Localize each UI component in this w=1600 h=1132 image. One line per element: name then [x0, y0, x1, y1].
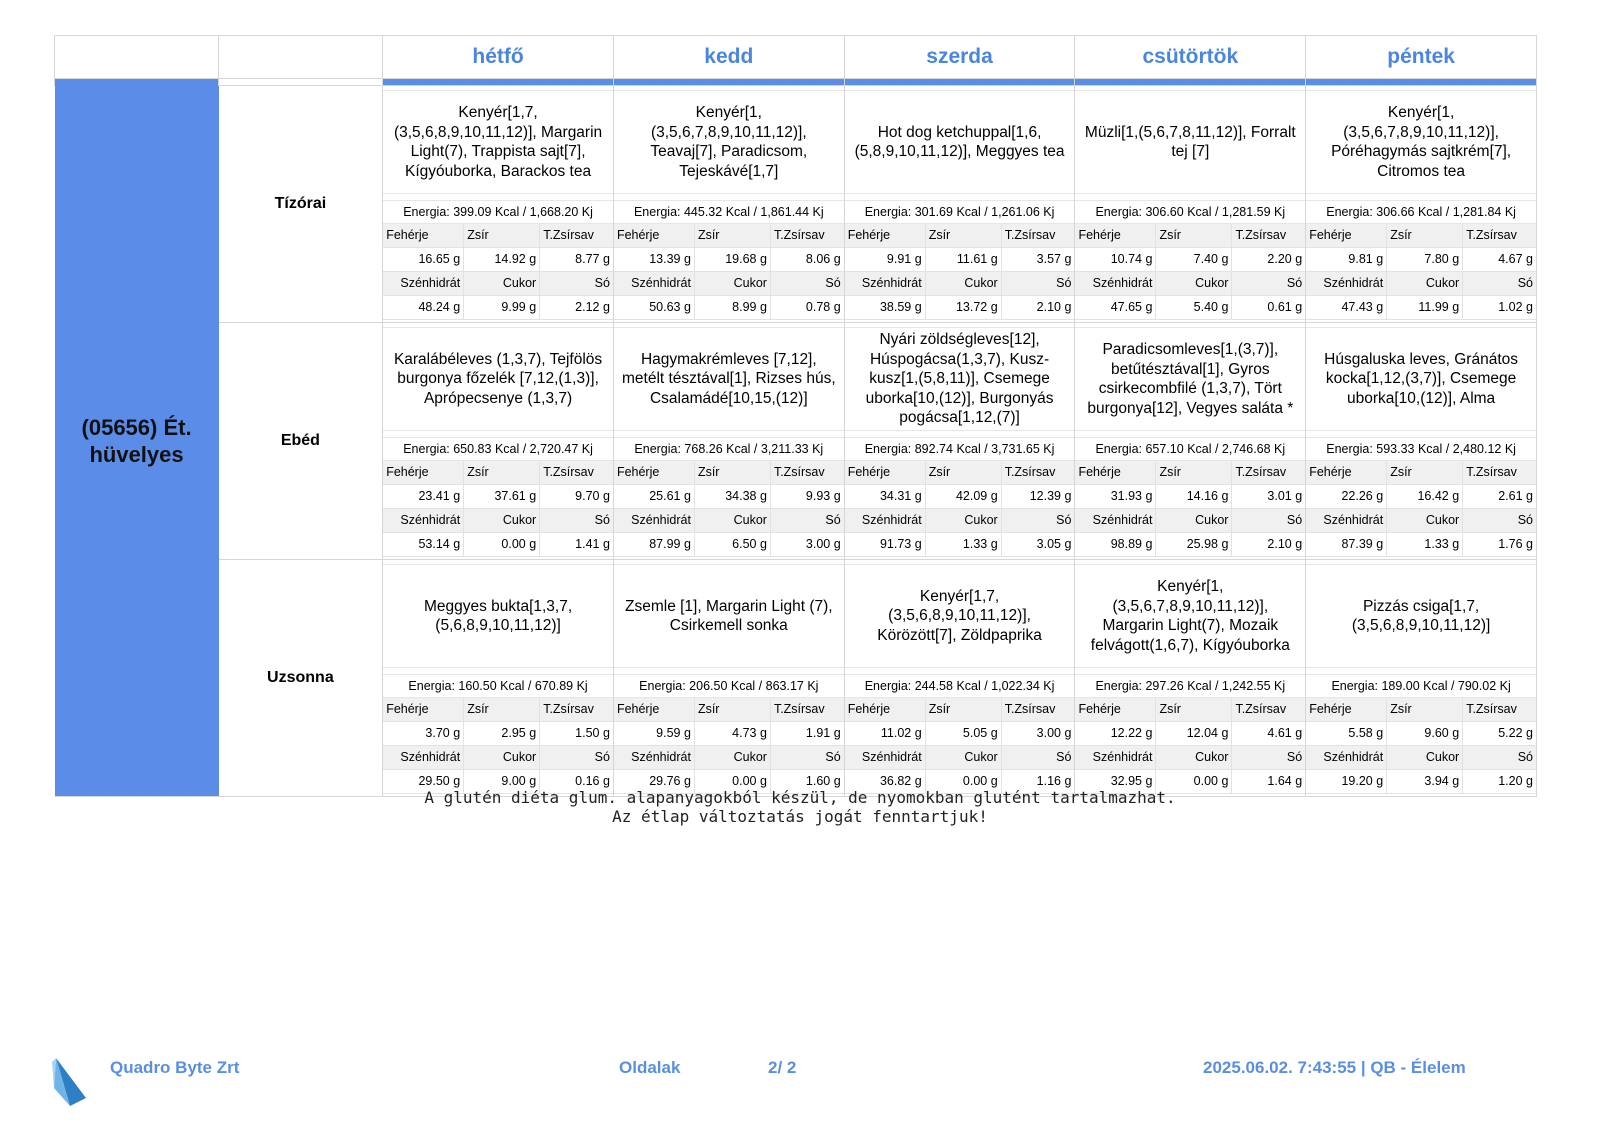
- nutrient-value: 9.00 g: [464, 770, 540, 794]
- nutrient-value: 3.01 g: [1232, 485, 1305, 509]
- nutrient-label: Fehérje: [845, 698, 926, 722]
- nutrient-label: Szénhidrát: [845, 746, 926, 770]
- nutrient-value: 2.10 g: [1232, 533, 1305, 557]
- header-accent-bar: [55, 79, 1537, 86]
- nutrient-label: T.Zsírsav: [1463, 224, 1536, 248]
- nutrient-label: Zsír: [464, 224, 540, 248]
- food-description: [383, 90, 613, 194]
- nutrient-value: 34.38 g: [695, 485, 771, 509]
- nutrient-value: 4.73 g: [695, 722, 771, 746]
- nutrient-value: 4.61 g: [1232, 722, 1305, 746]
- nutrient-grid: [1075, 698, 1305, 794]
- nutrient-label: Szénhidrát: [1306, 509, 1387, 533]
- nutrient-label: Zsír: [695, 698, 771, 722]
- energy-value: Energia: 593.33 Kcal / 2,480.12 Kj: [1306, 437, 1536, 461]
- nutrient-value: 29.76 g: [614, 770, 695, 794]
- food-description: [614, 564, 844, 668]
- energy-value: Energia: 650.83 Kcal / 2,720.47 Kj: [383, 437, 613, 461]
- nutrient-label: T.Zsírsav: [1002, 698, 1075, 722]
- nutrient-label: Só: [1232, 272, 1305, 296]
- nutrient-value: 5.58 g: [1306, 722, 1387, 746]
- nutrient-label: Fehérje: [383, 461, 464, 485]
- nutrient-grid: [1075, 224, 1305, 320]
- nutrient-value: 3.00 g: [771, 533, 844, 557]
- nutrient-value: 0.00 g: [464, 533, 540, 557]
- food-description: [845, 90, 1075, 194]
- nutrient-value: 7.80 g: [1387, 248, 1463, 272]
- nutrient-label: Szénhidrát: [614, 509, 695, 533]
- nutrient-label: Fehérje: [845, 224, 926, 248]
- nutrient-value: 34.31 g: [845, 485, 926, 509]
- nutrient-value: 0.00 g: [1156, 770, 1232, 794]
- nutrient-label: Só: [540, 509, 613, 533]
- food-text: Kenyér[1,7,(3,5,6,8,9,10,11,12)], Körözött[7], Zöldpaprika: [877, 587, 1042, 644]
- nutrient-value: 1.41 g: [540, 533, 613, 557]
- nutrient-value: 98.89 g: [1075, 533, 1156, 557]
- nutrient-value: 7.40 g: [1156, 248, 1232, 272]
- nutrient-label: Cukor: [1156, 746, 1232, 770]
- food-description: [614, 327, 844, 431]
- nutrient-label: Cukor: [926, 746, 1002, 770]
- nutrient-grid: [614, 698, 844, 794]
- food-description: [845, 564, 1075, 668]
- food-description: [1306, 90, 1536, 194]
- nutrient-value: 4.67 g: [1463, 248, 1536, 272]
- nutrient-label: Szénhidrát: [845, 509, 926, 533]
- company-logo-icon: [52, 1058, 88, 1106]
- nutrient-value: 1.02 g: [1463, 296, 1536, 320]
- nutrient-label: Só: [1463, 509, 1536, 533]
- nutrient-label: Fehérje: [383, 698, 464, 722]
- nutrient-label: Fehérje: [614, 224, 695, 248]
- nutrient-label: T.Zsírsav: [1002, 461, 1075, 485]
- energy-value: Energia: 189.00 Kcal / 790.02 Kj: [1306, 674, 1536, 698]
- nutrient-label: Fehérje: [1075, 698, 1156, 722]
- nutrient-label: Cukor: [1387, 509, 1463, 533]
- nutrient-value: 1.20 g: [1463, 770, 1536, 794]
- nutrient-label: Szénhidrát: [383, 272, 464, 296]
- nutrient-value: 2.10 g: [1002, 296, 1075, 320]
- nutrient-grid: [845, 698, 1075, 794]
- energy-value: Energia: 297.26 Kcal / 1,242.55 Kj: [1075, 674, 1305, 698]
- nutrient-label: Zsír: [1387, 224, 1463, 248]
- nutrient-label: Zsír: [1156, 698, 1232, 722]
- meal-row: [55, 560, 1537, 797]
- energy-value: Energia: 399.09 Kcal / 1,668.20 Kj: [383, 200, 613, 224]
- energy-value: Energia: 768.26 Kcal / 3,211.33 Kj: [614, 437, 844, 461]
- nutrient-label: Só: [1232, 746, 1305, 770]
- nutrient-value: 47.65 g: [1075, 296, 1156, 320]
- nutrient-value: 1.33 g: [926, 533, 1002, 557]
- nutrient-label: T.Zsírsav: [771, 224, 844, 248]
- food-description: [1306, 564, 1536, 668]
- nutrient-value: 3.05 g: [1002, 533, 1075, 557]
- meal-row: [55, 323, 1537, 560]
- nutrient-value: 12.39 g: [1002, 485, 1075, 509]
- nutrient-value: 14.16 g: [1156, 485, 1232, 509]
- day-cell: [844, 560, 1075, 797]
- day-cell: [383, 560, 614, 797]
- nutrient-label: T.Zsírsav: [1002, 224, 1075, 248]
- nutrient-value: 47.43 g: [1306, 296, 1387, 320]
- nutrient-value: 25.61 g: [614, 485, 695, 509]
- nutrient-value: 38.59 g: [845, 296, 926, 320]
- nutrient-value: 10.74 g: [1075, 248, 1156, 272]
- notes: [0, 788, 1600, 826]
- nutrient-label: Szénhidrát: [1075, 272, 1156, 296]
- nutrient-label: Szénhidrát: [383, 746, 464, 770]
- food-text: Zsemle [1], Margarin Light (7), Csirkemell sonka: [625, 597, 833, 634]
- nutrient-value: 23.41 g: [383, 485, 464, 509]
- food-text: Kenyér[1,(3,5,6,7,8,9,10,11,12)], Póréhagymás sajtkrém[7], Citromos tea: [1331, 104, 1512, 180]
- nutrient-value: 8.77 g: [540, 248, 613, 272]
- nutrient-label: T.Zsírsav: [540, 461, 613, 485]
- nutrient-label: Cukor: [464, 746, 540, 770]
- nutrient-value: 9.91 g: [845, 248, 926, 272]
- nutrient-label: Cukor: [1156, 509, 1232, 533]
- day-header: hétfő: [383, 36, 614, 79]
- nutrient-value: 22.26 g: [1306, 485, 1387, 509]
- nutrient-label: Só: [771, 509, 844, 533]
- food-text: Meggyes bukta[1,3,7,(5,6,8,9,10,11,12)]: [423, 597, 573, 634]
- nutrient-value: 36.82 g: [845, 770, 926, 794]
- nutrient-value: 9.93 g: [771, 485, 844, 509]
- meal-name: Uzsonna: [219, 560, 383, 797]
- nutrient-value: 37.61 g: [464, 485, 540, 509]
- food-text: Hot dog ketchuppal[1,6,(5,8,9,10,11,12)], Meggyes tea: [854, 123, 1065, 160]
- nutrient-label: Cukor: [695, 272, 771, 296]
- nutrient-value: 9.60 g: [1387, 722, 1463, 746]
- nutrient-value: 5.05 g: [926, 722, 1002, 746]
- menu-table: [54, 35, 1537, 797]
- footer-pages-value: 2/ 2: [768, 1058, 797, 1077]
- day-cell: [383, 323, 614, 560]
- nutrient-label: Zsír: [1387, 698, 1463, 722]
- nutrient-label: Fehérje: [1306, 461, 1387, 485]
- meal-name: Ebéd: [219, 323, 383, 560]
- nutrient-label: Szénhidrát: [1306, 746, 1387, 770]
- nutrient-value: 13.72 g: [926, 296, 1002, 320]
- nutrient-value: 3.70 g: [383, 722, 464, 746]
- nutrient-value: 9.70 g: [540, 485, 613, 509]
- nutrient-value: 9.99 g: [464, 296, 540, 320]
- note-line: A glutén diéta glum. alapanyagokból készül, de nyomokban glutént tartalmazhat.: [424, 788, 1176, 807]
- menu-name: (05656) Ét. hüvelyes: [55, 86, 219, 797]
- nutrient-value: 31.93 g: [1075, 485, 1156, 509]
- nutrient-value: 19.68 g: [695, 248, 771, 272]
- nutrient-label: Zsír: [464, 461, 540, 485]
- food-text: Húsgaluska leves, Gránátos kocka[1,12,(3,7)], Csemege uborka[10,(12)], Alma: [1324, 350, 1519, 407]
- nutrient-label: T.Zsírsav: [771, 698, 844, 722]
- footer-timestamp: 2025.06.02. 7:43:55 | QB - Élelem: [1203, 1058, 1466, 1077]
- food-description: [845, 327, 1075, 431]
- header-blank-cell: [219, 36, 383, 79]
- nutrient-grid: [383, 461, 613, 557]
- food-description: [1075, 327, 1305, 431]
- day-header-row: [55, 36, 1537, 79]
- nutrient-label: Só: [1002, 272, 1075, 296]
- note-line: Az étlap változtatás jogát fenntartjuk!: [612, 807, 988, 826]
- nutrient-grid: [1306, 461, 1536, 557]
- nutrient-value: 12.04 g: [1156, 722, 1232, 746]
- nutrient-value: 42.09 g: [926, 485, 1002, 509]
- nutrient-label: Zsír: [1387, 461, 1463, 485]
- nutrient-value: 1.91 g: [771, 722, 844, 746]
- nutrient-label: Cukor: [1156, 272, 1232, 296]
- nutrient-value: 53.14 g: [383, 533, 464, 557]
- nutrient-value: 5.40 g: [1156, 296, 1232, 320]
- nutrient-label: Fehérje: [1306, 698, 1387, 722]
- nutrient-label: T.Zsírsav: [771, 461, 844, 485]
- nutrient-label: Cukor: [926, 272, 1002, 296]
- day-cell: [844, 323, 1075, 560]
- nutrient-value: 87.99 g: [614, 533, 695, 557]
- nutrient-value: 16.65 g: [383, 248, 464, 272]
- energy-value: Energia: 445.32 Kcal / 1,861.44 Kj: [614, 200, 844, 224]
- day-cell: [1306, 323, 1537, 560]
- energy-value: Energia: 892.74 Kcal / 3,731.65 Kj: [845, 437, 1075, 461]
- food-description: [383, 564, 613, 668]
- nutrient-value: 2.61 g: [1463, 485, 1536, 509]
- nutrient-value: 5.22 g: [1463, 722, 1536, 746]
- nutrient-grid: [614, 224, 844, 320]
- nutrient-value: 0.00 g: [926, 770, 1002, 794]
- nutrient-value: 3.57 g: [1002, 248, 1075, 272]
- header-blank-cell: [55, 36, 219, 79]
- nutrient-label: Fehérje: [1075, 224, 1156, 248]
- nutrient-label: Zsír: [1156, 224, 1232, 248]
- day-cell: [1075, 560, 1306, 797]
- nutrient-label: Szénhidrát: [614, 272, 695, 296]
- day-cell: [613, 86, 844, 323]
- nutrient-label: Zsír: [926, 698, 1002, 722]
- nutrient-value: 14.92 g: [464, 248, 540, 272]
- nutrient-label: Fehérje: [614, 698, 695, 722]
- nutrient-value: 32.95 g: [1075, 770, 1156, 794]
- nutrient-grid: [1075, 461, 1305, 557]
- day-cell: [844, 86, 1075, 323]
- nutrient-value: 3.94 g: [1387, 770, 1463, 794]
- energy-value: Energia: 160.50 Kcal / 670.89 Kj: [383, 674, 613, 698]
- nutrient-value: 50.63 g: [614, 296, 695, 320]
- food-text: Müzli[1,(5,6,7,8,11,12)], Forralt tej [7]: [1084, 123, 1296, 160]
- nutrient-label: Cukor: [464, 509, 540, 533]
- nutrient-label: Zsír: [1156, 461, 1232, 485]
- food-description: [614, 90, 844, 194]
- food-text: Kenyér[1,(3,5,6,7,8,9,10,11,12)], Teavaj[7], Paradicsom, Tejeskávé[1,7]: [650, 104, 808, 180]
- nutrient-value: 2.12 g: [540, 296, 613, 320]
- nutrient-grid: [383, 698, 613, 794]
- nutrient-label: T.Zsírsav: [1232, 461, 1305, 485]
- day-cell: [613, 323, 844, 560]
- nutrient-value: 1.60 g: [771, 770, 844, 794]
- nutrient-value: 3.00 g: [1002, 722, 1075, 746]
- nutrient-value: 25.98 g: [1156, 533, 1232, 557]
- nutrient-label: Só: [1232, 509, 1305, 533]
- nutrient-value: 0.00 g: [695, 770, 771, 794]
- food-description: [1075, 90, 1305, 194]
- nutrient-label: Cukor: [1387, 746, 1463, 770]
- food-text: Karalábéleves (1,3,7), Tejfölös burgonya főzelék [7,12,(1,3)], Aprópecsenye (1,3,7): [393, 350, 603, 407]
- food-description: [1306, 327, 1536, 431]
- nutrient-value: 1.50 g: [540, 722, 613, 746]
- nutrient-value: 16.42 g: [1387, 485, 1463, 509]
- nutrient-value: 0.16 g: [540, 770, 613, 794]
- meal-name: Tízórai: [219, 86, 383, 323]
- nutrient-label: Só: [1463, 272, 1536, 296]
- energy-value: Energia: 244.58 Kcal / 1,022.34 Kj: [845, 674, 1075, 698]
- footer-company: Quadro Byte Zrt: [110, 1058, 240, 1077]
- food-text: Kenyér[1,(3,5,6,7,8,9,10,11,12)], Margarin Light(7), Mozaik felvágott(1,6,7), Kígyóuborka: [1090, 578, 1290, 654]
- nutrient-label: Fehérje: [614, 461, 695, 485]
- nutrient-label: Zsír: [926, 461, 1002, 485]
- nutrient-value: 2.20 g: [1232, 248, 1305, 272]
- nutrient-value: 11.02 g: [845, 722, 926, 746]
- nutrient-value: 1.33 g: [1387, 533, 1463, 557]
- nutrient-value: 9.81 g: [1306, 248, 1387, 272]
- nutrient-label: Zsír: [695, 224, 771, 248]
- nutrient-value: 48.24 g: [383, 296, 464, 320]
- nutrient-value: 12.22 g: [1075, 722, 1156, 746]
- nutrient-label: Szénhidrát: [845, 272, 926, 296]
- nutrient-label: Fehérje: [1075, 461, 1156, 485]
- nutrient-label: Só: [771, 272, 844, 296]
- day-header: péntek: [1306, 36, 1537, 79]
- nutrient-label: Fehérje: [1306, 224, 1387, 248]
- nutrient-label: Cukor: [464, 272, 540, 296]
- day-cell: [383, 86, 614, 323]
- nutrient-label: Szénhidrát: [614, 746, 695, 770]
- nutrient-label: Cukor: [695, 746, 771, 770]
- energy-value: Energia: 657.10 Kcal / 2,746.68 Kj: [1075, 437, 1305, 461]
- nutrient-label: Cukor: [926, 509, 1002, 533]
- day-cell: [1075, 86, 1306, 323]
- food-text: Hagymakrémleves [7,12], metélt tésztával[1], Rizses hús, Csalamádé[10,15,(12)]: [621, 350, 836, 407]
- footer-pages-label: Oldalak: [619, 1058, 681, 1077]
- nutrient-value: 19.20 g: [1306, 770, 1387, 794]
- meal-row: [55, 86, 1537, 323]
- nutrient-value: 1.64 g: [1232, 770, 1305, 794]
- food-text: Kenyér[1,7,(3,5,6,8,9,10,11,12)], Margarin Light(7), Trappista sajt[7], Kígyóuborka, Barackos tea: [393, 104, 603, 180]
- nutrient-label: T.Zsírsav: [540, 698, 613, 722]
- nutrient-value: 91.73 g: [845, 533, 926, 557]
- nutrient-grid: [845, 461, 1075, 557]
- nutrient-label: T.Zsírsav: [1232, 698, 1305, 722]
- nutrient-label: Só: [540, 746, 613, 770]
- nutrient-value: 6.50 g: [695, 533, 771, 557]
- day-cell: [1306, 86, 1537, 323]
- nutrient-label: Cukor: [695, 509, 771, 533]
- nutrient-label: Szénhidrát: [1075, 746, 1156, 770]
- nutrient-value: 1.76 g: [1463, 533, 1536, 557]
- nutrient-value: 87.39 g: [1306, 533, 1387, 557]
- nutrient-label: T.Zsírsav: [1232, 224, 1305, 248]
- nutrient-label: Só: [1002, 746, 1075, 770]
- nutrient-grid: [383, 224, 613, 320]
- day-cell: [1075, 323, 1306, 560]
- nutrient-grid: [1306, 698, 1536, 794]
- nutrient-label: T.Zsírsav: [1463, 461, 1536, 485]
- energy-value: Energia: 306.66 Kcal / 1,281.84 Kj: [1306, 200, 1536, 224]
- food-text: Nyári zöldségleves[12], Húspogácsa(1,3,7), Kusz-kusz[1,(5,8,11)], Csemege uborka[10,(12)], Burgonyás pogácsa[1,12,(7)]: [865, 331, 1054, 427]
- day-header: kedd: [613, 36, 844, 79]
- nutrient-value: 2.95 g: [464, 722, 540, 746]
- day-header: csütörtök: [1075, 36, 1306, 79]
- nutrient-label: Szénhidrát: [383, 509, 464, 533]
- nutrient-label: Zsír: [695, 461, 771, 485]
- food-description: [383, 327, 613, 431]
- food-text: Paradicsomleves[1,(3,7)], betűtésztával[1], Gyros csirkecombfilé (1,3,7), Tört burgonya[12], Vegyes saláta *: [1087, 341, 1294, 417]
- nutrient-value: 9.59 g: [614, 722, 695, 746]
- nutrient-label: Szénhidrát: [1075, 509, 1156, 533]
- energy-value: Energia: 206.50 Kcal / 863.17 Kj: [614, 674, 844, 698]
- day-cell: [613, 560, 844, 797]
- nutrient-label: T.Zsírsav: [1463, 698, 1536, 722]
- nutrient-label: Só: [1002, 509, 1075, 533]
- nutrient-value: 11.99 g: [1387, 296, 1463, 320]
- nutrient-label: Fehérje: [383, 224, 464, 248]
- nutrient-label: Szénhidrát: [1306, 272, 1387, 296]
- food-description: [1075, 564, 1305, 668]
- nutrient-value: 8.99 g: [695, 296, 771, 320]
- nutrient-value: 0.61 g: [1232, 296, 1305, 320]
- nutrient-grid: [1306, 224, 1536, 320]
- nutrient-label: Só: [771, 746, 844, 770]
- nutrient-value: 0.78 g: [771, 296, 844, 320]
- nutrient-value: 29.50 g: [383, 770, 464, 794]
- nutrient-label: Zsír: [926, 224, 1002, 248]
- nutrient-grid: [845, 224, 1075, 320]
- nutrient-label: Fehérje: [845, 461, 926, 485]
- nutrient-value: 11.61 g: [926, 248, 1002, 272]
- nutrient-label: T.Zsírsav: [540, 224, 613, 248]
- day-header: szerda: [844, 36, 1075, 79]
- nutrient-label: Só: [540, 272, 613, 296]
- energy-value: Energia: 306.60 Kcal / 1,281.59 Kj: [1075, 200, 1305, 224]
- nutrient-label: Cukor: [1387, 272, 1463, 296]
- nutrient-value: 8.06 g: [771, 248, 844, 272]
- nutrient-value: 1.16 g: [1002, 770, 1075, 794]
- day-cell: [1306, 560, 1537, 797]
- nutrient-label: Zsír: [464, 698, 540, 722]
- nutrient-value: 13.39 g: [614, 248, 695, 272]
- energy-value: Energia: 301.69 Kcal / 1,261.06 Kj: [845, 200, 1075, 224]
- food-text: Pizzás csiga[1,7,(3,5,6,8,9,10,11,12)]: [1351, 597, 1491, 634]
- nutrient-grid: [614, 461, 844, 557]
- nutrient-label: Só: [1463, 746, 1536, 770]
